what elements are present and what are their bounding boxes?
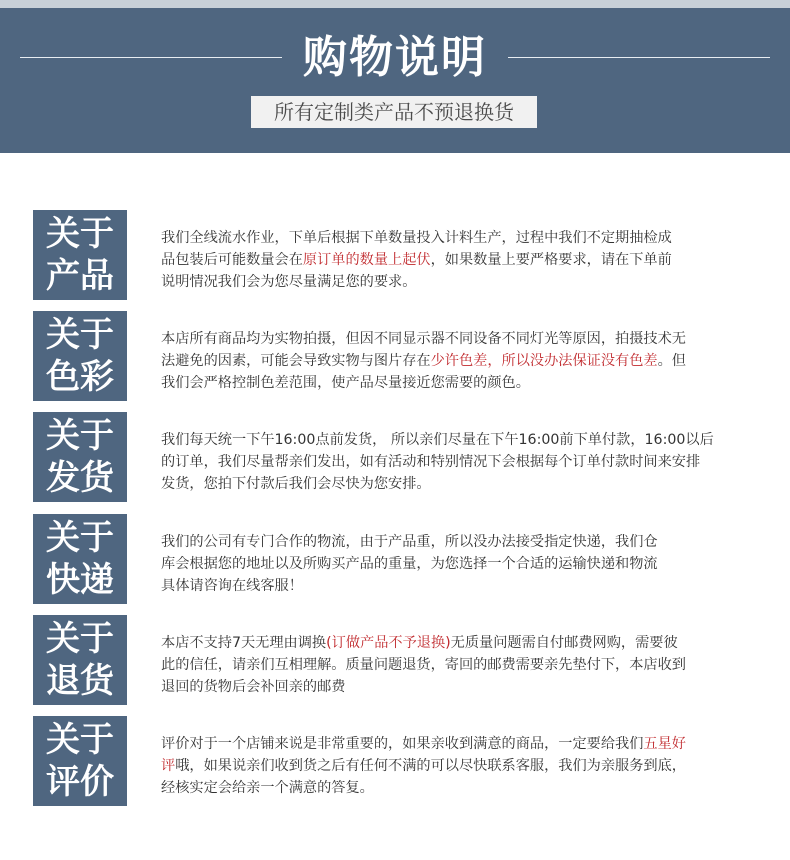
section-label-line2: 产品 [46,256,114,296]
description-text: 我们会严格控制色差范围，使产品尽量接近您需要的颜色。 [161,375,530,391]
highlighted-text: 少许色差，所以没办法保证没有色差 [430,353,658,369]
title-rule-right [508,57,770,58]
section-label-line1: 关于 [46,416,114,456]
description-line [161,531,776,553]
description-text: 具体请咨询在线客服！ [161,578,303,594]
description-line [161,777,776,799]
section-description [161,227,776,293]
section-label-line1: 关于 [46,518,114,558]
description-line [161,654,776,676]
section-label-line2: 退货 [46,661,114,701]
description-text: 我们的公司有专门合作的物流，由于产品重，所以没办法接受指定快递，我们仓 [161,534,658,550]
info-section [0,412,790,502]
description-text: 。但 [657,353,686,369]
section-label-line1: 关于 [46,315,114,355]
description-line [161,271,776,293]
header-banner [0,0,790,153]
description-line [161,575,776,597]
description-text: 品包装后可能数量会在 [161,252,303,268]
section-description [161,328,776,394]
description-line [161,328,776,350]
highlighted-text: 原订单的数量上起伏 [302,252,431,268]
description-text: 本店不支持7天无理由调换 [161,635,327,651]
description-text: 库会根据您的地址以及所购买产品的重量，为您选择一个合适的运输快递和物流 [161,556,658,572]
section-label [33,210,127,300]
description-line [161,451,776,473]
description-text: 评价对于一个店铺来说是非常重要的，如果亲收到满意的商品，一定要给我们 [161,736,644,752]
highlighted-text: 评 [161,758,176,774]
description-line [161,755,776,777]
highlighted-text: (订做产品不予退换) [326,635,451,651]
description-line [161,227,776,249]
description-text: 法避免的因素，可能会导致实物与图片存在 [161,353,431,369]
description-line [161,553,776,575]
description-line [161,350,776,372]
page-subtitle: 所有定制类产品不预退换货 [251,96,537,128]
title-rule-left [20,57,282,58]
section-label-line2: 发货 [46,458,114,498]
info-section [0,514,790,604]
description-text: 说明情况我们会为您尽量满足您的要求。 [161,274,417,290]
description-line [161,372,776,394]
info-section [0,210,790,300]
top-band [0,0,790,8]
info-section [0,311,790,401]
description-text: 无质量问题需自付邮费网购，需要彼 [450,635,678,651]
page-title: 购物说明 [303,32,487,83]
description-text: 发货，您拍下付款后我们会尽快为您安排。 [161,476,431,492]
section-description [161,733,776,799]
section-description [161,531,776,597]
section-description [161,429,776,495]
section-description [161,632,776,698]
info-section [0,615,790,705]
section-label-line1: 关于 [46,214,114,254]
info-section [0,716,790,806]
section-label [33,716,127,806]
description-text: 经核实定会给亲一个满意的答复。 [161,780,374,796]
description-text: 的订单，我们尽量帮亲们发出，如有活动和特别情况下会根据每个订单付款时间来安排 [161,454,701,470]
description-text: 此的信任，请亲们互相理解。质量问题退货，寄回的邮费需要亲先垫付下，本店收到 [161,657,686,673]
section-label [33,311,127,401]
description-text: 本店所有商品均为实物拍摄，但因不同显示器不同设备不同灯光等原因，拍摄技术无 [161,331,686,347]
description-text: 我们全线流水作业，下单后根据下单数量投入计料生产，过程中我们不定期抽检成 [161,230,672,246]
section-label-line1: 关于 [46,619,114,659]
description-line [161,676,776,698]
description-line [161,733,776,755]
section-label-line1: 关于 [46,720,114,760]
description-line [161,429,776,451]
description-line [161,249,776,271]
section-label-line2: 评价 [46,762,114,802]
section-label [33,615,127,705]
section-label-line2: 色彩 [46,357,114,397]
description-text: 哦，如果说亲们收到货之后有任何不满的可以尽快联系客服，我们为亲服务到底， [175,758,686,774]
description-line [161,473,776,495]
section-label [33,514,127,604]
description-text: 退回的货物后会补回亲的邮费 [161,679,346,695]
description-line [161,632,776,654]
description-text: 我们每天统一下午16:00点前发货， 所以亲们尽量在下午16:00前下单付款，16:00以后 [161,432,714,448]
section-label [33,412,127,502]
section-label-line2: 快递 [46,560,114,600]
description-text: ，如果数量上要严格要求，请在下单前 [430,252,672,268]
highlighted-text: 五星好 [643,736,686,752]
